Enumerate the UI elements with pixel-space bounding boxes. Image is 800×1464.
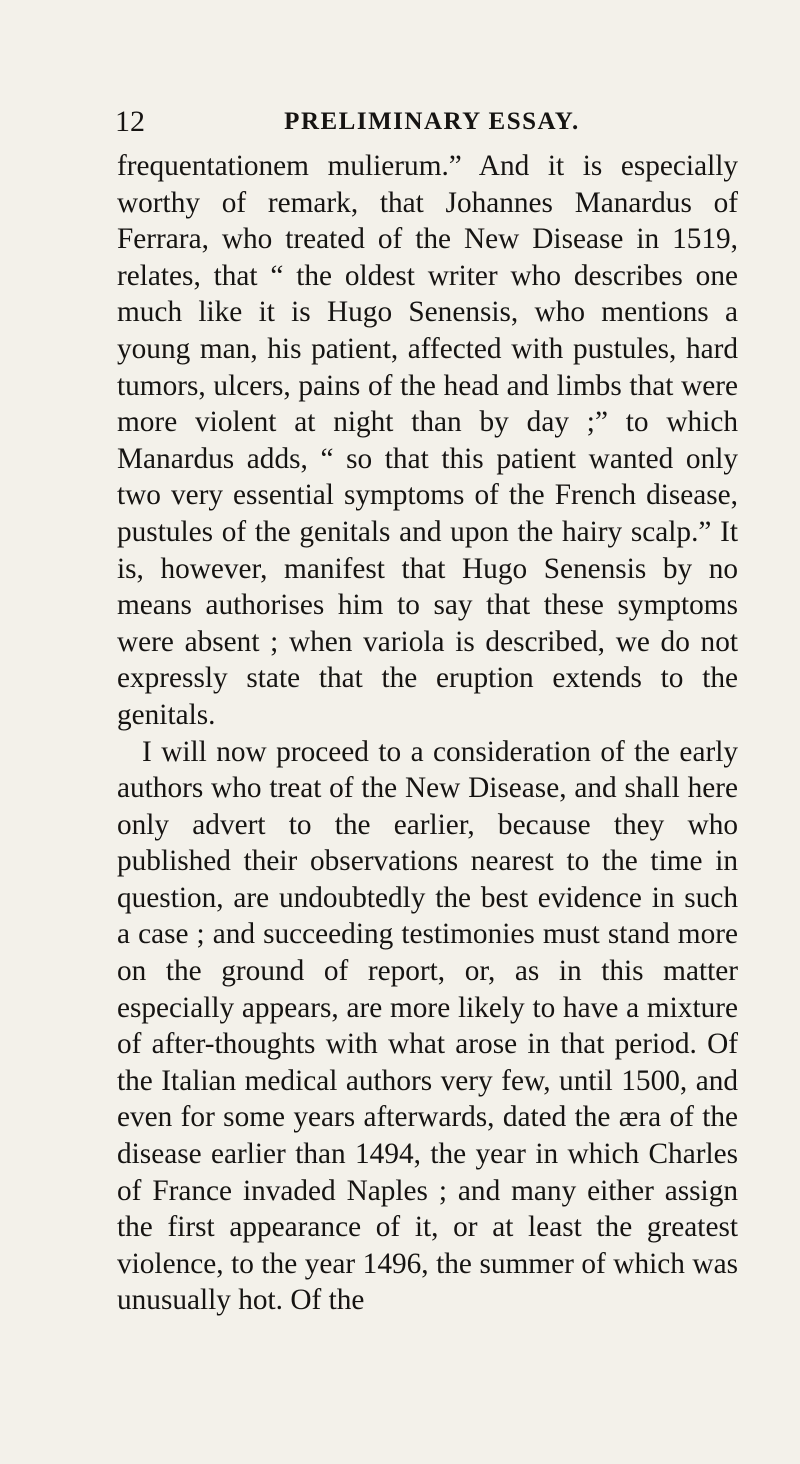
page-header xyxy=(0,102,800,142)
paragraph: frequentationem mulierum.” And it is especially worthy of remark, that Johannes Manardus of Ferrara, who treated of the New Disease in 1519, relates, that “ the oldest writer who describes one much like it is Hugo Senensis, who mentions a young man, his patient, affected with pustules, hard tumors, ulcers, pains of the head and limbs that were more violent at night than by day ;” to which Manardus adds, “ so that this patient wanted only two very essential symptoms of the French disease, pustules of the genitals and upon the hairy scalp.” It is, however, manifest that Hugo Senensis by no means authorises him to say that these symptoms were absent ; when variola is described, we do not expressly state that the eruption extends to the genitals. xyxy=(117,150,738,731)
body-text xyxy=(117,148,738,1319)
paragraph: I will now proceed to a consideration of the early authors who treat of the New Disease, and shall here only advert to the earlier, because they who published their observations nearest to the time in question, are undoubtedly the best evidence in such a case ; and succeeding testimonies must stand more on the ground of report, or, as in this matter especially appears, are more likely to have a mixture of after-thoughts with what arose in that period. Of the Italian medical authors very few, until 1500, and even for some years afterwards, dated the æra of the disease earlier than 1494, the year in which Charles of France invaded Naples ; and many either assign the first appearance of it, or at least the greatest violence, to the year 1496, the summer of which was unusually hot. Of the xyxy=(117,735,738,1317)
page-number: 12 xyxy=(115,105,145,138)
running-title: PRELIMINARY ESSAY. xyxy=(284,108,580,135)
